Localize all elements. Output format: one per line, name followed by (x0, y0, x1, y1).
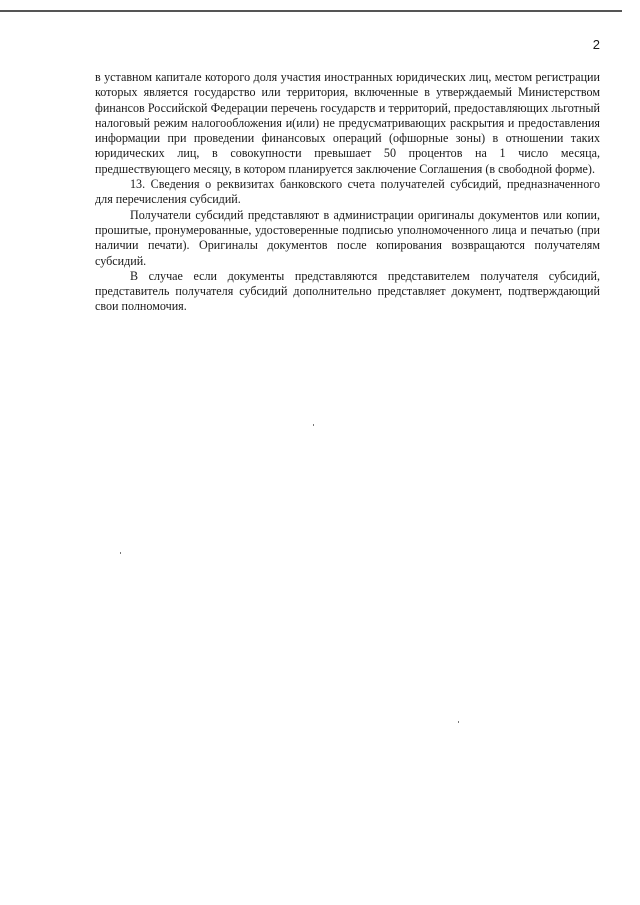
paragraph-continuation: в уставном капитале которого доля участия иностранных юридических лиц, местом регистрации которых является государство или территория, включенные в утверждаемый Министерством финансов Российской Федерации перечень государств и территорий, предоставляющих льготный налоговый режим налогообложения и(или) не предусматривающих раскрытия и предоставления информации при проведении финансовых операций (офшорные зоны) в отношении таких юридических лиц, в совокупности превышает 50 процентов на 1 число месяца, предшествующего месяцу, в котором планируется заключение Соглашения (в свободной форме). (95, 70, 600, 176)
paragraph-representative: В случае если документы представляются представителем получателя субсидий, представитель получателя субсидий дополнительно представляет документ, подтверждающий свои полномочия. (95, 268, 600, 314)
scan-speck (458, 721, 459, 723)
scan-speck (120, 552, 121, 554)
paragraph-item-13: 13. Сведения о реквизитах банковского счета получателей субсидий, предназначенного для перечисления субсидий. (95, 177, 600, 207)
top-border-line (0, 10, 622, 12)
paragraph-originals: Получатели субсидий представляют в администрации оригиналы документов или копии, прошитые, пронумерованные, удостоверенные подписью уполномоченного лица и печатью (при наличии печати). Оригиналы документов после копирования возвращаются получателям субсидий. (95, 207, 600, 268)
scan-speck (313, 424, 314, 426)
page-number: 2 (592, 37, 600, 52)
document-body (95, 70, 600, 315)
